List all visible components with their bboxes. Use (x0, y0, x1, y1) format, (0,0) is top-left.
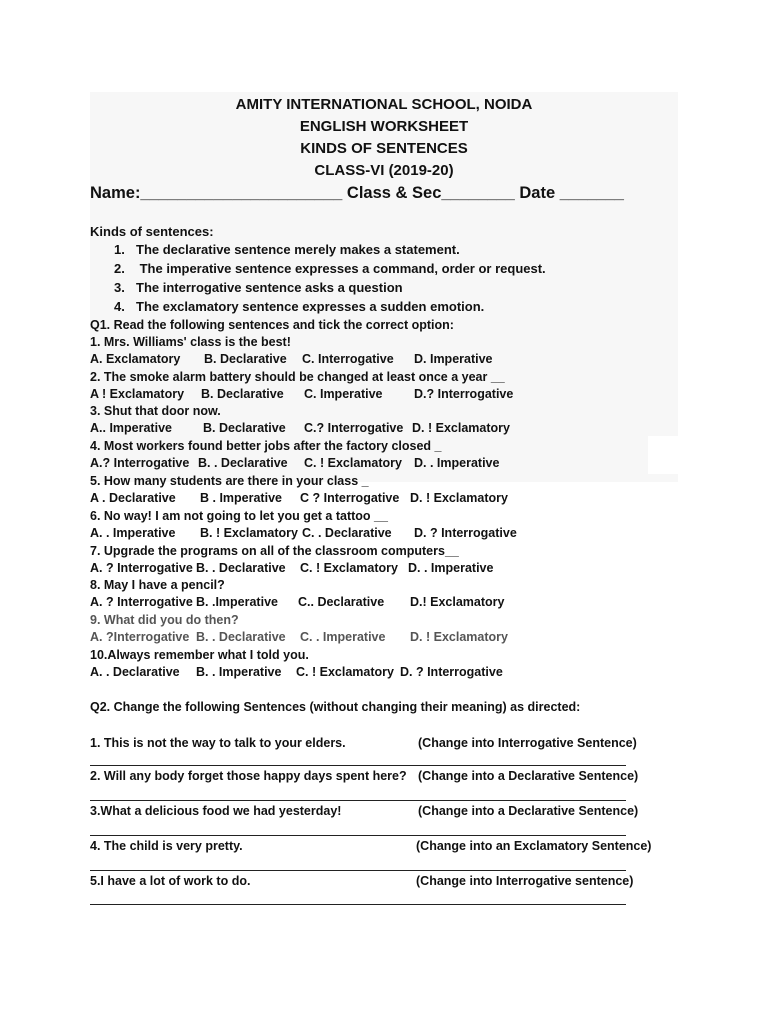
option-a: A. . Declarative (90, 665, 180, 679)
option-d: D. ! Exclamatory (410, 630, 508, 644)
option-c: C. . Declarative (302, 526, 392, 540)
option-b: B. . Declarative (196, 630, 286, 644)
question-3: 3. Shut that door now. (90, 404, 221, 418)
kind-text: The exclamatory sentence expresses a sudden emotion. (136, 299, 485, 314)
option-b: B . Imperative (200, 491, 282, 505)
worksheet-topic: KINDS OF SENTENCES (300, 140, 468, 157)
kind-definition-4 (114, 299, 484, 314)
option-a: A.. Imperative (90, 421, 172, 435)
option-c: C. ! Exclamatory (300, 561, 398, 575)
class-year: CLASS-VI (2019-20) (314, 162, 454, 179)
option-a: A. ? Interrogative (90, 561, 193, 575)
q2-sentence-1: 1. This is not the way to talk to your elders. (90, 736, 346, 750)
option-c: C. ! Exclamatory (304, 456, 402, 470)
kind-number: 3. (114, 280, 125, 295)
kind-text: The interrogative sentence asks a question (136, 280, 403, 295)
question-4: 4. Most workers found better jobs after the factory closed _ (90, 439, 442, 453)
option-d: D. ? Interrogative (400, 665, 503, 679)
question-2: 2. The smoke alarm battery should be changed at least once a year __ (90, 370, 505, 384)
option-a: A. . Imperative (90, 526, 176, 540)
q1-heading: Q1. Read the following sentences and tick the correct option: (90, 318, 454, 332)
answer-line-3 (90, 835, 626, 836)
question-10: 10.Always remember what I told you. (90, 648, 309, 662)
option-a: A. Exclamatory (90, 352, 181, 366)
kind-definition-1 (114, 242, 460, 257)
option-a: A. ?Interrogative (90, 630, 190, 644)
option-b: B. . Imperative (196, 665, 282, 679)
q2-direction-2: (Change into a Declarative Sentence) (418, 769, 639, 783)
school-name: AMITY INTERNATIONAL SCHOOL, NOIDA (235, 96, 533, 113)
q2-sentence-5: 5.I have a lot of work to do. (90, 874, 251, 888)
option-b: B. ! Exclamatory (200, 526, 298, 540)
worksheet-subject: ENGLISH WORKSHEET (299, 118, 469, 135)
option-d: D. Imperative (414, 352, 493, 366)
kind-definition-2 (114, 261, 546, 276)
q2-sentence-2: 2. Will any body forget those happy days spent here? (90, 769, 407, 783)
option-d: D.? Interrogative (414, 387, 514, 401)
option-c: C. ! Exclamatory (296, 665, 394, 679)
option-c: C. Imperative (304, 387, 383, 401)
option-b: B. Declarative (204, 352, 287, 366)
question-1: 1. Mrs. Williams' class is the best! (90, 335, 291, 349)
answer-line-4 (90, 870, 626, 871)
option-c: C.. Declarative (298, 595, 385, 609)
option-b: B. . Declarative (198, 456, 288, 470)
option-c: C. . Imperative (300, 630, 386, 644)
kind-text: The declarative sentence merely makes a statement. (136, 242, 460, 257)
option-c: C ? Interrogative (300, 491, 400, 505)
option-c: C. Interrogative (302, 352, 394, 366)
option-c: C.? Interrogative (304, 421, 404, 435)
option-a: A.? Interrogative (90, 456, 190, 470)
kind-number: 1. (114, 242, 125, 257)
option-d: D. . Imperative (414, 456, 500, 470)
option-b: B. .Imperative (196, 595, 278, 609)
question-7: 7. Upgrade the programs on all of the classroom computers__ (90, 544, 459, 558)
option-d: D. ? Interrogative (414, 526, 517, 540)
option-a: A. ? Interrogative (90, 595, 193, 609)
name-class-date-line: Name:______________________ Class & Sec________ Date _______ (90, 184, 624, 202)
option-b: B. . Declarative (196, 561, 286, 575)
kind-definition-3 (114, 280, 403, 295)
option-a: A . Declarative (90, 491, 176, 505)
option-a: A ! Exclamatory (90, 387, 185, 401)
option-b: B. Declarative (203, 421, 286, 435)
kind-number: 2. (114, 261, 125, 276)
kind-text: The imperative sentence expresses a command, order or request. (136, 261, 546, 276)
q2-direction-5: (Change into Interrogative sentence) (416, 874, 634, 888)
question-9: 9. What did you do then? (90, 613, 239, 627)
option-d: D. ! Exclamatory (410, 491, 508, 505)
option-d: D. . Imperative (408, 561, 494, 575)
q2-heading: Q2. Change the following Sentences (without changing their meaning) as directed: (90, 700, 581, 714)
kinds-heading: Kinds of sentences: (90, 224, 214, 239)
q2-sentence-4: 4. The child is very pretty. (90, 839, 243, 853)
question-5: 5. How many students are there in your class _ (90, 474, 369, 488)
option-d: D.! Exclamatory (410, 595, 505, 609)
scan-white-patch (648, 436, 688, 474)
q2-direction-4: (Change into an Exclamatory Sentence) (416, 839, 652, 853)
option-d: D. ! Exclamatory (412, 421, 510, 435)
q2-direction-3: (Change into a Declarative Sentence) (418, 804, 639, 818)
answer-line-1 (90, 765, 626, 766)
question-8: 8. May I have a pencil? (90, 578, 225, 592)
answer-line-2 (90, 800, 626, 801)
kind-number: 4. (114, 299, 125, 314)
answer-line-5 (90, 904, 626, 905)
q2-direction-1: (Change into Interrogative Sentence) (418, 736, 637, 750)
question-6: 6. No way! I am not going to let you get a tattoo __ (90, 509, 388, 523)
q2-sentence-3: 3.What a delicious food we had yesterday! (90, 804, 342, 818)
option-b: B. Declarative (201, 387, 284, 401)
